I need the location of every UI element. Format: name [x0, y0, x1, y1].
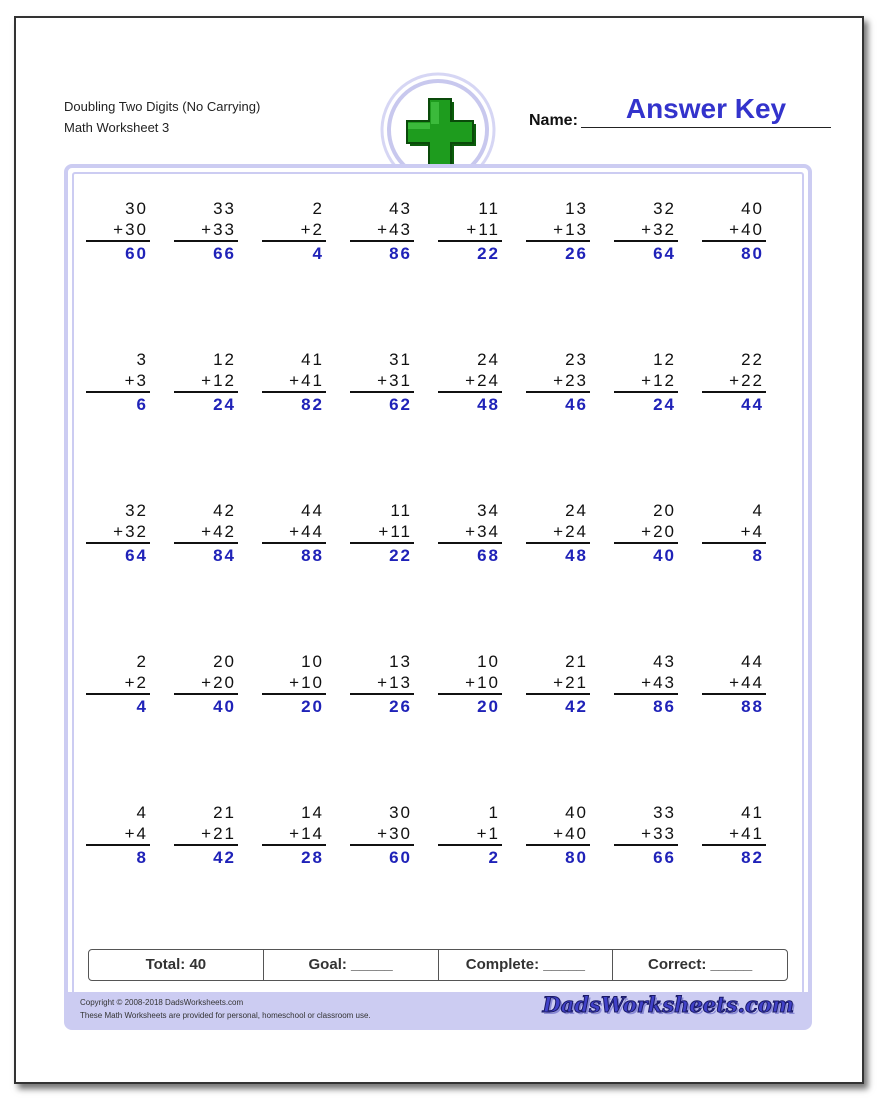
problem-addend-top: 33: [213, 199, 236, 218]
problem-item: [614, 802, 678, 870]
problem-item: [438, 198, 502, 266]
problem-addend-top: 41: [741, 803, 764, 822]
problem-addend-bottom: +21: [201, 824, 236, 843]
problem-addend-bottom: +2: [124, 673, 148, 692]
problem-addend-bottom: +24: [553, 522, 588, 541]
problem-item: [86, 500, 150, 568]
problem-item: [262, 651, 326, 719]
problem-answer: 88: [301, 546, 324, 565]
problem-answer: 46: [565, 395, 588, 414]
problem-answer: 22: [477, 244, 500, 263]
problem-addend-top: 30: [125, 199, 148, 218]
problem-addend-bottom: +23: [553, 371, 588, 390]
problem-answer: 48: [477, 395, 500, 414]
problem-addend-top: 3: [136, 350, 148, 369]
problem-item: [438, 500, 502, 568]
problem-answer: 64: [125, 546, 148, 565]
problem-addend-bottom: +32: [113, 522, 148, 541]
problem-item: [438, 349, 502, 417]
problem-answer: 60: [125, 244, 148, 263]
problem-answer: 84: [213, 546, 236, 565]
problem-item: [614, 349, 678, 417]
copyright-text: Copyright © 2008-2018 DadsWorksheets.com: [80, 998, 244, 1007]
problem-addend-bottom: +34: [465, 522, 500, 541]
problem-answer: 64: [653, 244, 676, 263]
panel-footer: [68, 992, 808, 1026]
correct-cell: Correct: _____: [648, 956, 753, 973]
problem-addend-top: 11: [390, 501, 412, 520]
problem-answer: 62: [389, 395, 412, 414]
problem-item: [262, 500, 326, 568]
problem-answer: 80: [741, 244, 764, 263]
name-value: Answer Key: [625, 93, 787, 124]
problem-addend-top: 21: [213, 803, 236, 822]
problem-addend-top: 10: [301, 652, 324, 671]
problem-item: [526, 500, 590, 568]
problem-addend-bottom: +24: [465, 371, 500, 390]
problems-panel-inner: [72, 172, 804, 996]
problem-addend-bottom: +41: [729, 824, 764, 843]
problem-answer: 6: [136, 395, 148, 414]
problem-answer: 82: [301, 395, 324, 414]
problem-addend-bottom: +20: [641, 522, 676, 541]
problem-addend-top: 43: [389, 199, 412, 218]
problem-answer: 80: [565, 848, 588, 867]
goal-cell: Goal: _____: [264, 950, 439, 980]
problem-addend-bottom: +41: [289, 371, 324, 390]
worksheet-title: [64, 96, 260, 138]
problem-answer: 82: [741, 848, 764, 867]
problem-addend-bottom: +43: [377, 220, 412, 239]
problem-addend-top: 33: [653, 803, 676, 822]
problem-addend-top: 22: [741, 350, 764, 369]
problem-addend-bottom: +13: [377, 673, 412, 692]
name-label: Name:: [529, 112, 578, 129]
problem-answer: 40: [213, 697, 236, 716]
complete-cell: Complete: _____: [439, 950, 614, 980]
problem-item: [350, 651, 414, 719]
problem-addend-bottom: +42: [201, 522, 236, 541]
problem-addend-bottom: +14: [289, 824, 324, 843]
problem-answer: 4: [136, 697, 148, 716]
problem-item: [702, 198, 766, 266]
problem-addend-top: 14: [301, 803, 324, 822]
problem-answer: 26: [565, 244, 588, 263]
worksheet-title-line2: Math Worksheet 3: [64, 120, 170, 135]
problem-addend-bottom: +4: [124, 824, 148, 843]
problem-addend-bottom: +22: [729, 371, 764, 390]
problem-addend-top: 2: [136, 652, 148, 671]
problem-item: [86, 802, 150, 870]
problem-addend-top: 11: [478, 199, 500, 218]
problem-item: [174, 198, 238, 266]
problem-answer: 24: [213, 395, 236, 414]
problem-item: [174, 349, 238, 417]
problem-addend-bottom: +44: [729, 673, 764, 692]
problem-addend-bottom: +30: [377, 824, 412, 843]
problem-item: [174, 651, 238, 719]
problem-addend-bottom: +1: [476, 824, 500, 843]
problem-answer: 66: [213, 244, 236, 263]
problem-answer: 44: [741, 395, 764, 414]
problem-answer: 42: [565, 697, 588, 716]
problem-addend-bottom: +11: [378, 522, 412, 541]
problem-answer: 20: [301, 697, 324, 716]
problem-addend-top: 24: [477, 350, 500, 369]
problem-item: [174, 500, 238, 568]
problem-answer: 86: [653, 697, 676, 716]
problem-answer: 20: [477, 697, 500, 716]
problem-addend-top: 42: [213, 501, 236, 520]
problem-answer: 86: [389, 244, 412, 263]
problem-addend-bottom: +33: [641, 824, 676, 843]
problem-answer: 4: [312, 244, 324, 263]
problem-item: [350, 500, 414, 568]
worksheet-title-line1: Doubling Two Digits (No Carrying): [64, 99, 261, 114]
problem-addend-top: 21: [565, 652, 588, 671]
problem-item: [174, 802, 238, 870]
problem-addend-top: 13: [389, 652, 412, 671]
problem-addend-bottom: +43: [641, 673, 676, 692]
problem-answer: 68: [477, 546, 500, 565]
problem-addend-bottom: +13: [553, 220, 588, 239]
problem-item: [350, 198, 414, 266]
problem-addend-top: 13: [565, 199, 588, 218]
problem-addend-top: 4: [136, 803, 148, 822]
problem-addend-bottom: +32: [641, 220, 676, 239]
total-cell: Total: 40: [89, 950, 264, 980]
problem-item: [86, 349, 150, 417]
problem-addend-top: 44: [301, 501, 324, 520]
problem-answer: 48: [565, 546, 588, 565]
problem-item: [526, 802, 590, 870]
problem-addend-bottom: +12: [201, 371, 236, 390]
name-field: [529, 93, 831, 129]
problem-addend-bottom: +21: [553, 673, 588, 692]
problem-addend-bottom: +20: [201, 673, 236, 692]
problem-item: [86, 651, 150, 719]
problem-addend-top: 20: [653, 501, 676, 520]
problem-answer: 8: [136, 848, 148, 867]
score-table: [88, 949, 788, 981]
problem-addend-bottom: +3: [124, 371, 148, 390]
problem-item: [526, 349, 590, 417]
problem-answer: 60: [389, 848, 412, 867]
problem-addend-top: 12: [653, 350, 676, 369]
problem-addend-bottom: +33: [201, 220, 236, 239]
problem-addend-top: 4: [752, 501, 764, 520]
problem-answer: 66: [653, 848, 676, 867]
problem-addend-top: 12: [213, 350, 236, 369]
problem-addend-bottom: +10: [289, 673, 324, 692]
problem-addend-bottom: +12: [641, 371, 676, 390]
problem-item: [702, 500, 766, 568]
problem-addend-top: 1: [488, 803, 500, 822]
problem-answer: 22: [389, 546, 412, 565]
problem-addend-bottom: +44: [289, 522, 324, 541]
problem-item: [262, 802, 326, 870]
problem-item: [438, 802, 502, 870]
problem-addend-bottom: +11: [466, 220, 500, 239]
problem-addend-top: 32: [653, 199, 676, 218]
problem-answer: 42: [213, 848, 236, 867]
problem-addend-top: 34: [477, 501, 500, 520]
problem-item: [350, 349, 414, 417]
problem-answer: 8: [752, 546, 764, 565]
problem-addend-bottom: +40: [553, 824, 588, 843]
name-underline: [581, 127, 831, 128]
problem-item: [350, 802, 414, 870]
brand-logo: DadsWorksheets.com: [542, 992, 794, 1017]
problem-addend-top: 10: [477, 652, 500, 671]
usage-notice: These Math Worksheets are provided for personal, homeschool or classroom use.: [80, 1011, 371, 1020]
problem-addend-top: 32: [125, 501, 148, 520]
problem-item: [262, 349, 326, 417]
problem-item: [86, 198, 150, 266]
problem-addend-bottom: +10: [465, 673, 500, 692]
problem-addend-top: 44: [741, 652, 764, 671]
problem-item: [614, 198, 678, 266]
problem-addend-bottom: +2: [300, 220, 324, 239]
problem-answer: 26: [389, 697, 412, 716]
problem-item: [614, 651, 678, 719]
problem-item: [702, 651, 766, 719]
problem-item: [702, 802, 766, 870]
problem-answer: 24: [653, 395, 676, 414]
problem-item: [526, 651, 590, 719]
problems-panel: [64, 164, 812, 1030]
problem-addend-top: 20: [213, 652, 236, 671]
problem-item: [702, 349, 766, 417]
problem-addend-top: 30: [389, 803, 412, 822]
problem-addend-top: 2: [312, 199, 324, 218]
problem-item: [438, 651, 502, 719]
problem-item: [526, 198, 590, 266]
problem-addend-bottom: +4: [740, 522, 764, 541]
problem-addend-bottom: +30: [113, 220, 148, 239]
problem-addend-top: 23: [565, 350, 588, 369]
problem-addend-top: 24: [565, 501, 588, 520]
problem-addend-top: 43: [653, 652, 676, 671]
problem-answer: 28: [301, 848, 324, 867]
problem-addend-bottom: +31: [377, 371, 412, 390]
problem-addend-top: 40: [565, 803, 588, 822]
problem-addend-top: 31: [389, 350, 412, 369]
problem-answer: 88: [741, 697, 764, 716]
problem-addend-top: 41: [301, 350, 324, 369]
problem-addend-bottom: +40: [729, 220, 764, 239]
problem-addend-top: 40: [741, 199, 764, 218]
problem-answer: 2: [488, 848, 500, 867]
problem-item: [262, 198, 326, 266]
problem-item: [614, 500, 678, 568]
problem-answer: 40: [653, 546, 676, 565]
